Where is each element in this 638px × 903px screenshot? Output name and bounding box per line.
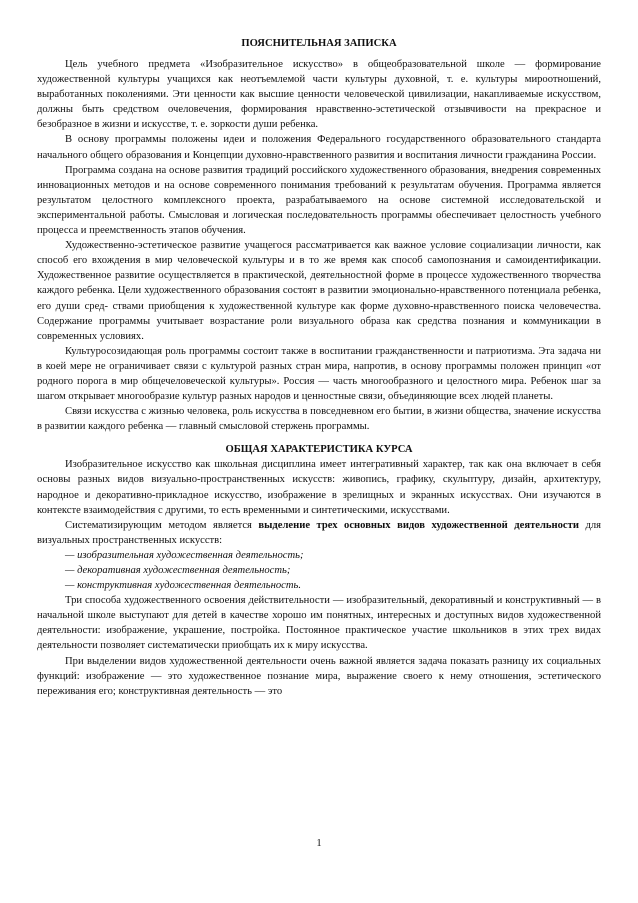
paragraph: Художественно-эстетическое развитие учащегося рассматривается как важное условие социализации личности, как способ его вхождения в мир человеческой культуры и в то же время как способ самопознания и самоидентификации. Художественное развитие осуществляется в практической, деятельностной форме в процессе художественного творчества каждого ребенка. Цели художественного образования состоят в развитии эмоционально-нравственного потенциала ребенка, его души сред- ствами приобщения к художественной культуре как форме духовно-нравственного поиска человечества. Содержание программы учитывает возрастание роли визуального образа как средства познания и коммуникации в современных условиях. bbox=[37, 240, 601, 342]
paragraph: Программа создана на основе развития традиций российского художественного образования, внедрения современных инновационных методов и на основе современного понимания требований к результатам обучения. Программа является результатом целостного комплексного проекта, разрабатываемого на основе системной исследовательской и экспериментальной работы. Смысловая и логическая последовательность программы обеспечивает целостность учебного процесса и преемственность этапов обучения. bbox=[37, 164, 601, 237]
paragraph: Цель учебного предмета «Изобразительное искусство» в общеобразовательной школе — формирование художественной культуры учащихся как неотъемлемой части культуры духовной, т. е. культуры мироотношений, выработанных поколениями. Эти ценности как высшие ценности человеческой цивилизации, накапливаемые искусством, должны быть средством очеловечения, формирования нравственно-эстетической отзывчивости на прекрасное и безобразное в жизни и искусстве, т. е. зоркости души ребенка. bbox=[37, 59, 601, 131]
list-item: — конструктивная художественная деятельность. bbox=[65, 580, 301, 592]
paragraph: В основу программы положены идеи и положения Федерального государственного образовательного стандарта начального общего образования и Концепции духовно-нравственного развития и воспитания личности гражданина России. bbox=[37, 134, 601, 161]
section-title-explanatory-note: ПОЯСНИТЕЛЬНАЯ ЗАПИСКА bbox=[241, 38, 397, 49]
page-number: 1 bbox=[316, 838, 322, 849]
text-run: Систематизирующим методом является bbox=[65, 519, 259, 531]
paragraph: Связи искусства с жизнью человека, роль искусства в повседневном его бытии, в жизни общества, значение искусства в развитии каждого ребенка — главный смысловой стержень программы. bbox=[37, 406, 601, 433]
bold-phrase: выделение трех основных видов художественной деятельности bbox=[258, 519, 579, 531]
paragraph: Изобразительное искусство как школьная дисциплина имеет интегративный характер, так как она включает в себя основы разных видов визуально-пространственных искусств: живопись, графику, скульптуру, дизайн, архитектуру, народное и декоративно-прикладное искусство, изображение в зрелищных и экранных искусствах. Они изучаются в контексте взаимодействия с другими, то есть временными и синтетическими, искусствами. bbox=[37, 459, 601, 516]
paragraph: Культуросозидающая роль программы состоит также в воспитании гражданственности и патриотизма. Эта задача ни в коей мере не ограничивает связи с культурой разных стран мира, напротив, в основу программы положен принцип «от родного порога в мир общечеловеческой культуры». Россия — часть многообразного и целостного мира. Ребенок шаг за шагом открывает многообразие культур разных народов и ценностные связи, объединяющие всех людей планеты. bbox=[37, 345, 601, 403]
list-item: — изобразительная художественная деятельность; bbox=[65, 549, 304, 561]
list-item: — декоративная художественная деятельность; bbox=[65, 565, 291, 576]
section-title-course-characteristics: ОБЩАЯ ХАРАКТЕРИСТИКА КУРСА bbox=[225, 444, 413, 456]
paragraph: При выделении видов художественной деятельности очень важной является задача показать разницу их социальных функций: изображение — это художественное познание мира, выражение своего к нему отношения, эстетического переживания его; конструктивная деятельность — это bbox=[37, 655, 601, 697]
paragraph-methods bbox=[37, 518, 601, 548]
paragraph: Три способа художественного освоения действительности — изобразительный, декоративный и конструктивный — в начальной школе выступают для детей в качестве хорошо им понятных, интересных и доступных видов художественной деятельности: изображение, украшение, постройка. Постоянное практическое участие школьников в этих трех видах деятельности позволяет систематически приобщать их к миру искусства. bbox=[37, 595, 601, 652]
document-page bbox=[37, 36, 601, 699]
text-run: для визуальных пространственных искусств: bbox=[37, 519, 601, 546]
